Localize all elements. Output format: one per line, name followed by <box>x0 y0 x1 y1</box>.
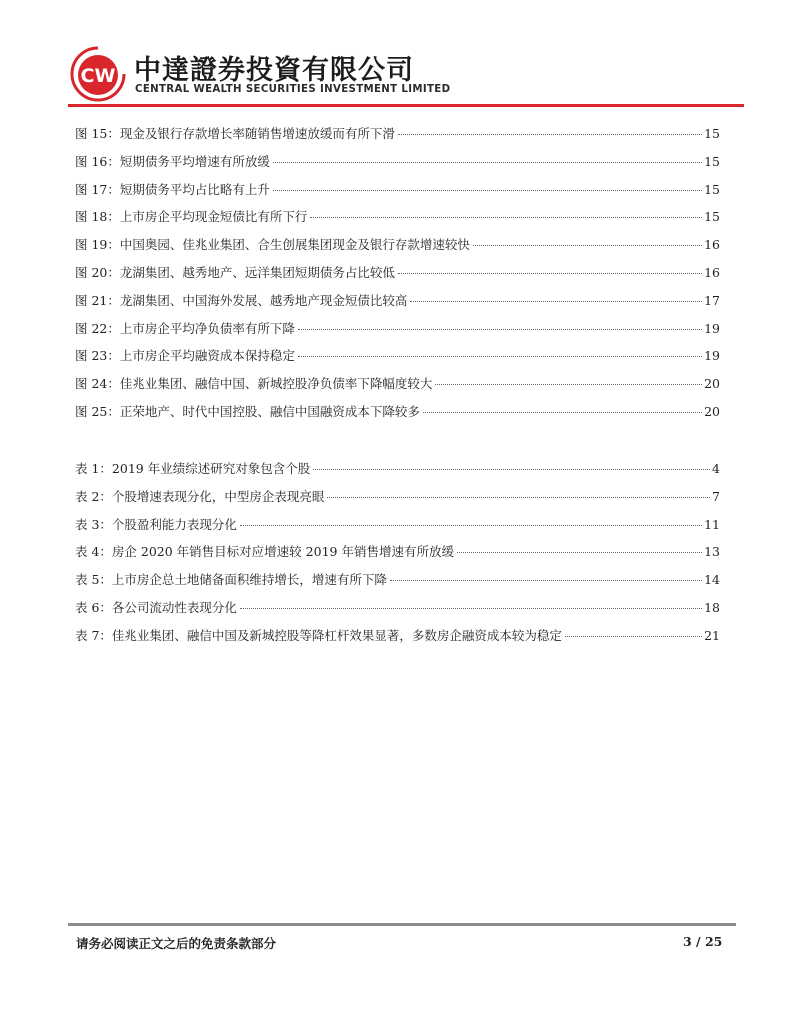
company-logo-icon <box>68 44 128 104</box>
toc-dot-leader <box>457 552 702 553</box>
toc-entry-title: 图 21：龙湖集团、中国海外发展、越秀地产现金短债比较高 <box>75 292 408 308</box>
toc-dot-leader <box>298 329 702 330</box>
toc-dot-leader <box>273 162 702 163</box>
toc-entry-title: 表 7：佳兆业集团、融信中国及新城控股等降杠杆效果显著，多数房企融资成本较为稳定 <box>75 627 562 643</box>
toc-entry-page: 19 <box>704 348 720 364</box>
toc-dot-leader <box>273 190 702 191</box>
toc-entry-page: 16 <box>704 237 720 253</box>
toc-entry-page: 17 <box>704 292 720 308</box>
toc-entry-page: 15 <box>704 181 720 197</box>
toc-dot-leader <box>398 273 702 274</box>
figure-list <box>75 124 720 430</box>
toc-entry-page: 15 <box>704 209 720 225</box>
logo-text: CW <box>80 65 116 87</box>
toc-entry-page: 18 <box>704 599 720 615</box>
toc-entry-title: 图 15：现金及银行存款增长率随销售增速放缓而有所下滑 <box>75 126 395 141</box>
toc-entry-page: 14 <box>704 572 720 588</box>
figure-toc-entry[interactable] <box>75 374 720 402</box>
toc-dot-leader <box>390 580 702 581</box>
toc-entry-title: 图 17：短期债务平均占比略有上升 <box>75 181 270 197</box>
figure-toc-entry[interactable] <box>75 402 720 430</box>
toc-entry-page: 15 <box>704 126 720 141</box>
toc-entry-page: 16 <box>704 264 720 280</box>
table-toc-entry[interactable] <box>75 626 720 654</box>
toc-dot-leader <box>240 608 702 609</box>
toc-dot-leader <box>240 525 702 526</box>
toc-entry-title: 图 20：龙湖集团、越秀地产、远洋集团短期债务占比较低 <box>75 264 395 280</box>
table-toc-entry[interactable] <box>75 515 720 543</box>
table-list <box>75 459 720 654</box>
toc-entry-title: 图 19：中国奥园、佳兆业集团、合生创展集团现金及银行存款增速较快 <box>75 237 470 253</box>
toc-entry-title: 图 23：上市房企平均融资成本保持稳定 <box>75 348 295 364</box>
toc-dot-leader <box>327 497 710 498</box>
table-toc-entry[interactable] <box>75 459 720 487</box>
toc-dot-leader <box>313 469 710 470</box>
toc-entry-title: 图 16：短期债务平均增速有所放缓 <box>75 153 270 169</box>
toc-dot-leader <box>398 134 702 135</box>
figure-toc-entry[interactable] <box>75 152 720 180</box>
company-name-cn: 中達證券投資有限公司 <box>134 55 414 86</box>
toc-dot-leader <box>473 245 702 246</box>
toc-entry-title: 表 3：个股盈利能力表现分化 <box>75 516 237 532</box>
toc-entry-page: 20 <box>704 376 720 392</box>
toc-entry-page: 20 <box>704 403 720 419</box>
toc-dot-leader <box>410 301 702 302</box>
toc-entry-title: 图 18：上市房企平均现金短债比有所下行 <box>75 209 308 225</box>
page-number: 3 / 25 <box>683 934 723 949</box>
toc-entry-title: 图 24：佳兆业集团、融信中国、新城控股净负债率下降幅度较大 <box>75 376 433 392</box>
figure-toc-entry[interactable] <box>75 319 720 347</box>
footer-divider <box>68 923 736 926</box>
toc-entry-title: 表 2：个股增速表现分化，中型房企表现亮眼 <box>75 488 325 504</box>
toc-entry-title: 图 25：正荣地产、时代中国控股、融信中国融资成本下降较多 <box>75 403 420 419</box>
table-toc-entry[interactable] <box>75 570 720 598</box>
toc-entry-page: 7 <box>712 488 720 504</box>
figure-toc-entry[interactable] <box>75 346 720 374</box>
toc-entry-page: 13 <box>704 544 720 560</box>
figure-toc-entry[interactable] <box>75 263 720 291</box>
toc-dot-leader <box>310 217 702 218</box>
toc-entry-page: 11 <box>704 516 720 532</box>
figure-toc-entry[interactable] <box>75 235 720 263</box>
toc-entry-title: 表 4：房企 2020 年销售目标对应增速较 2019 年销售增速有所放缓 <box>75 544 454 560</box>
figure-toc-entry[interactable] <box>75 180 720 208</box>
figure-toc-entry[interactable] <box>75 124 720 152</box>
page-header <box>68 44 744 106</box>
toc-entry-title: 表 1：2019 年业绩综述研究对象包含个股 <box>75 461 311 476</box>
toc-dot-leader <box>298 356 702 357</box>
toc-entry-title: 图 22：上市房企平均净负债率有所下降 <box>75 320 295 336</box>
toc-entry-page: 4 <box>712 461 720 476</box>
table-toc-entry[interactable] <box>75 542 720 570</box>
toc-entry-page: 19 <box>704 320 720 336</box>
toc-entry-title: 表 6：各公司流动性表现分化 <box>75 599 237 615</box>
toc-dot-leader <box>423 412 702 413</box>
toc-dot-leader <box>565 636 702 637</box>
table-toc-entry[interactable] <box>75 487 720 515</box>
header-divider <box>68 104 744 107</box>
figure-toc-entry[interactable] <box>75 207 720 235</box>
footer-disclaimer: 请务必阅读正文之后的免责条款部分 <box>76 936 277 951</box>
toc-entry-page: 15 <box>704 153 720 169</box>
company-name-en: CENTRAL WEALTH SECURITIES INVESTMENT LIMITED <box>135 84 451 95</box>
toc-entry-title: 表 5：上市房企总土地储备面积维持增长，增速有所下降 <box>75 572 387 588</box>
table-toc-entry[interactable] <box>75 598 720 626</box>
figure-toc-entry[interactable] <box>75 291 720 319</box>
toc-entry-page: 21 <box>704 627 720 643</box>
toc-dot-leader <box>435 384 702 385</box>
